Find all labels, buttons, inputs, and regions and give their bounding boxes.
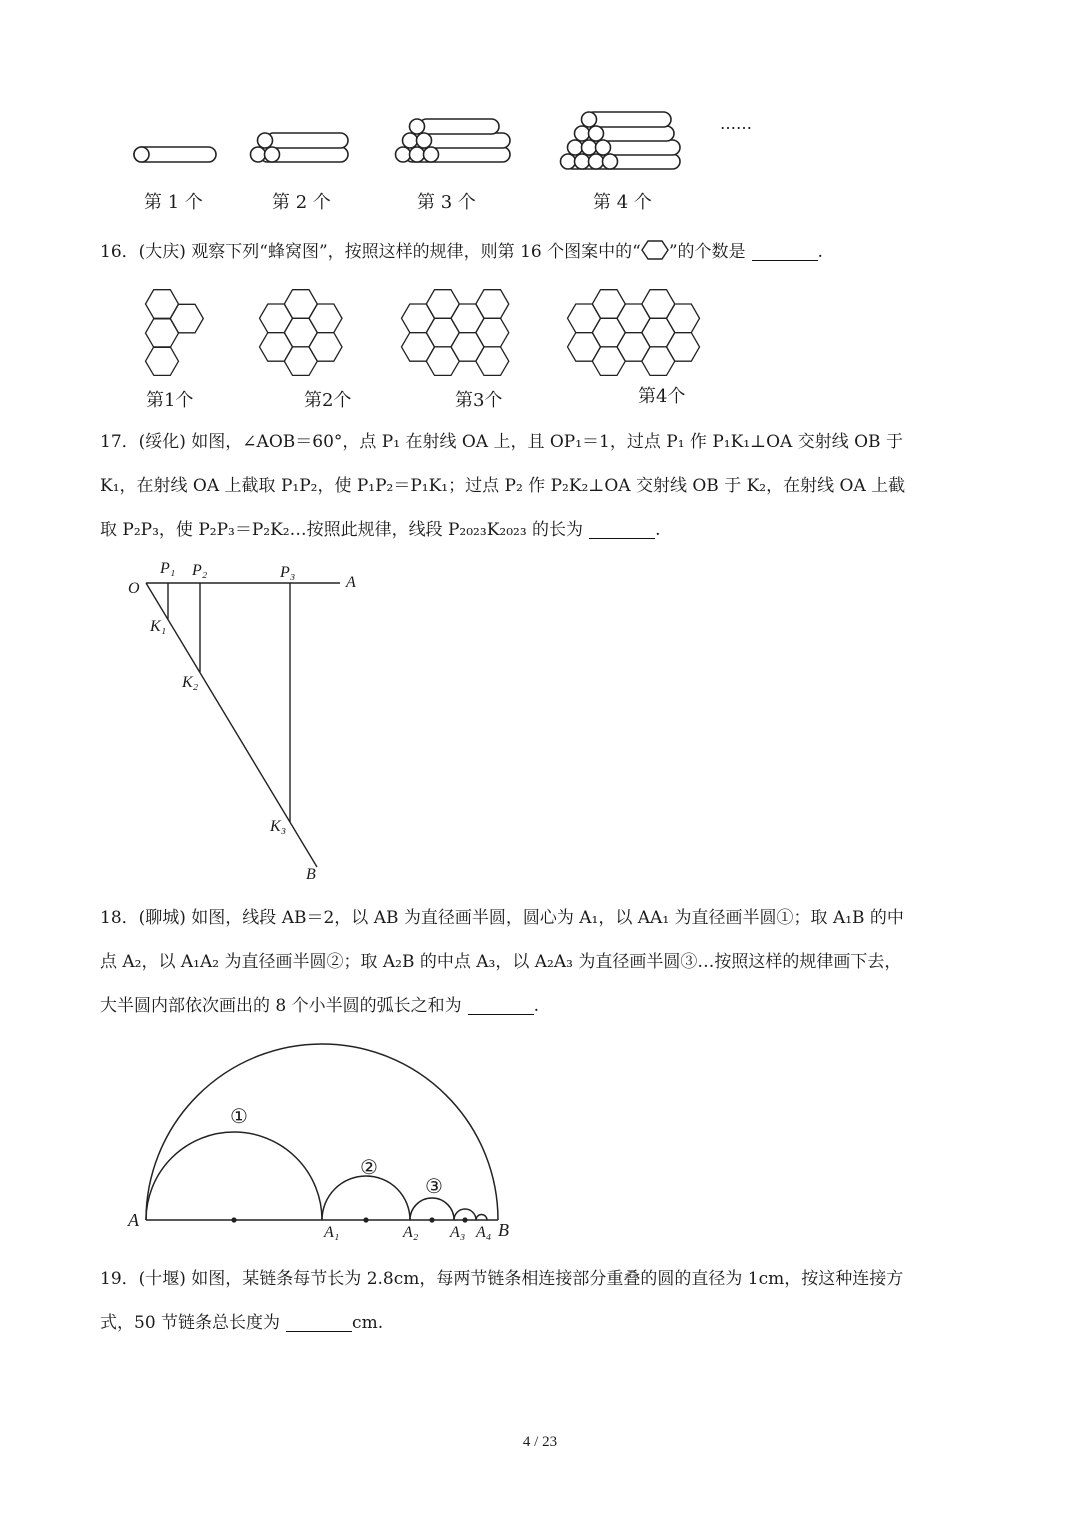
honeycomb-cell — [667, 333, 700, 362]
point-p1-label: P₁ — [160, 560, 176, 577]
honeycomb-cell — [284, 347, 317, 376]
honeycomb-cell — [426, 318, 459, 347]
honeycomb-cell — [642, 290, 675, 319]
pipe-label-4: 第 4 个 — [593, 192, 652, 213]
question-19 — [100, 1257, 980, 1345]
honeycomb-cell — [476, 290, 509, 319]
q17-line-2: K₁，在射线 OA 上截取 P₁P₂，使 P₁P₂＝P₁K₁；过点 P₂ 作 P₂K₂⊥OA 交射线 OB 于 K₂，在射线 OA 上截 — [100, 476, 906, 496]
pipe-stacks-drawing — [120, 100, 780, 180]
circle-label-1: ① — [230, 1104, 248, 1128]
point-k2-label: K₂ — [182, 674, 199, 691]
point-b-label: B — [306, 866, 316, 883]
answer-blank-17[interactable] — [589, 518, 655, 539]
honeycomb-cell — [451, 333, 484, 362]
honeycomb-cell — [260, 333, 293, 362]
honeycomb-cell — [309, 333, 342, 362]
circle-label-2: ② — [360, 1155, 378, 1179]
q16-text-a: 16．(大庆) 观察下列“蜂窝图”，按照这样的规律，则第 16 个图案中的“ — [100, 242, 641, 262]
honeycomb-drawing — [120, 282, 740, 382]
q16-end: . — [817, 242, 823, 262]
point-a-label-18: A — [128, 1210, 139, 1230]
point-a3-label: A₃ — [450, 1224, 466, 1241]
honeycomb-cell — [309, 304, 342, 333]
angle-drawing — [120, 560, 380, 890]
honeycomb-cell — [642, 318, 675, 347]
honeycomb-cell — [284, 318, 317, 347]
honeycomb-label-3: 第3个 — [455, 390, 503, 411]
page-number: 4 / 23 — [522, 1434, 558, 1450]
honeycomb-cell — [284, 290, 317, 319]
q17-line-3: 取 P₂P₃，使 P₂P₃＝P₂K₂…按照此规律，线段 P₂₀₂₃K₂₀₂₃ 的长为 — [100, 520, 584, 540]
honeycomb-cell — [592, 347, 625, 376]
point-p3-label: P₃ — [280, 564, 296, 581]
honeycomb-cell — [667, 304, 700, 333]
hexagon-icon — [641, 239, 669, 261]
q16-text-b: ”的个数是 — [668, 242, 746, 262]
honeycomb-cell — [592, 290, 625, 319]
honeycomb-cell — [426, 347, 459, 376]
honeycomb-cell — [451, 304, 484, 333]
q19-line-2: 式，50 节链条总长度为 — [100, 1313, 281, 1333]
honeycomb-cell — [402, 333, 435, 362]
honeycomb-cell — [568, 333, 601, 362]
q19-end: cm. — [352, 1313, 384, 1333]
point-p2-label: P₂ — [192, 562, 208, 579]
honeycomb-cell — [402, 304, 435, 333]
honeycomb-figure — [120, 282, 740, 417]
point-k1-label: K₁ — [150, 618, 167, 635]
point-k3-label: K₃ — [270, 818, 287, 835]
honeycomb-cell — [146, 347, 179, 376]
honeycomb-cell — [426, 290, 459, 319]
point-b-label-18: B — [498, 1220, 509, 1240]
honeycomb-cell — [617, 304, 650, 333]
honeycomb-cell — [568, 304, 601, 333]
honeycomb-cell — [617, 333, 650, 362]
point-o-label: O — [128, 580, 140, 597]
q17-line-1: 17．(绥化) 如图，∠AOB＝60°，点 P₁ 在射线 OA 上，且 OP₁＝1，过点 P₁ 作 P₁K₁⊥OA 交射线 OB 于 — [100, 432, 903, 452]
honeycomb-cell — [642, 347, 675, 376]
circle-label-3: ③ — [425, 1174, 443, 1198]
honeycomb-cell — [476, 347, 509, 376]
q18-line-1: 18．(聊城) 如图，线段 AB＝2，以 AB 为直径画半圆，圆心为 A₁，以 AA₁ 为直径画半圆①；取 A₁B 的中 — [100, 908, 904, 928]
point-a1-label: A₁ — [324, 1224, 340, 1241]
answer-blank-18[interactable] — [468, 994, 534, 1015]
honeycomb-cell — [476, 318, 509, 347]
honeycomb-cell — [260, 304, 293, 333]
q19-line-1: 19．(十堰) 如图，某链条每节长为 2.8cm，每两节链条相连接部分重叠的圆的直径为 1cm，按这种连接方 — [100, 1269, 904, 1289]
honeycomb-label-4: 第4个 — [638, 386, 686, 407]
question-17 — [100, 420, 980, 552]
honeycomb-label-2: 第2个 — [304, 390, 352, 411]
point-a2-label: A₂ — [403, 1224, 419, 1241]
pipe-label-1: 第 1 个 — [144, 192, 203, 213]
q18-end: . — [533, 996, 540, 1016]
honeycomb-label-1: 第1个 — [146, 390, 194, 411]
semicircle-drawing — [120, 1030, 520, 1250]
question-16 — [100, 230, 980, 274]
angle-figure — [120, 560, 380, 890]
pipe-stacks-figure — [120, 100, 780, 220]
question-18 — [100, 896, 980, 1028]
q18-line-2: 点 A₂，以 A₁A₂ 为直径画半圆②；取 A₂B 的中点 A₃，以 A₂A₃ 为直径画半圆③…按照这样的规律画下去， — [100, 952, 902, 972]
ellipsis: …… — [720, 114, 752, 133]
pipe-label-3: 第 3 个 — [417, 192, 476, 213]
q18-line-3: 大半圆内部依次画出的 8 个小半圆的弧长之和为 — [100, 996, 462, 1016]
point-a4-label: A₄ — [476, 1224, 492, 1241]
pipe-label-2: 第 2 个 — [272, 192, 331, 213]
honeycomb-cell — [592, 318, 625, 347]
answer-blank-16[interactable] — [752, 240, 818, 261]
semicircle-figure — [120, 1030, 520, 1250]
point-a-label: A — [346, 574, 356, 591]
q17-end: . — [655, 520, 661, 540]
answer-blank-19[interactable] — [286, 1311, 352, 1332]
